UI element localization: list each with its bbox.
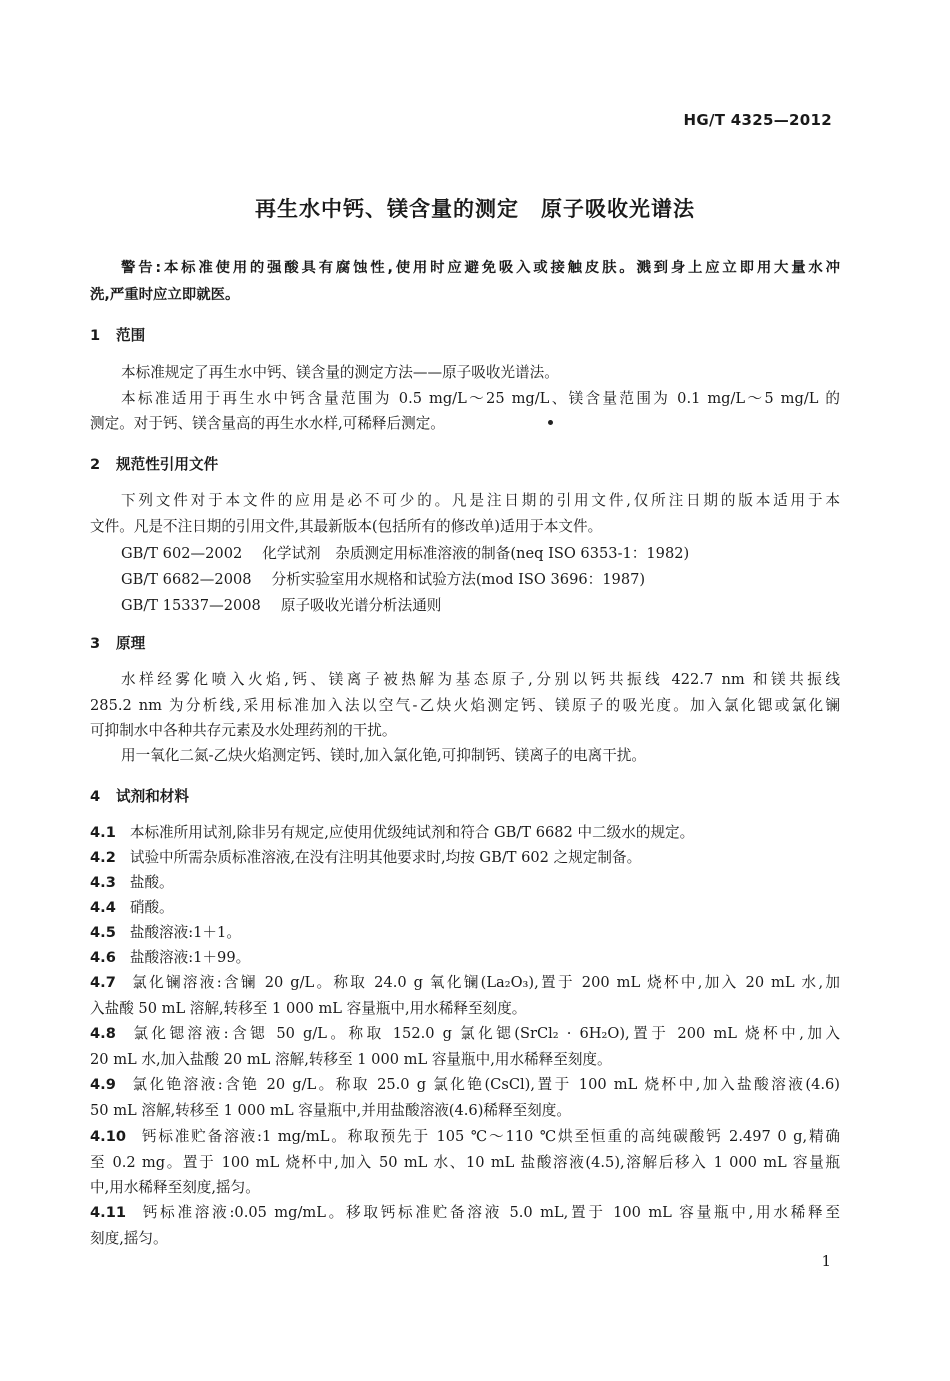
reagent-clause-line xyxy=(90,970,840,995)
principle-line-3: 可抑制水中各种共存元素及水处理药剂的干扰。 xyxy=(90,722,397,739)
clause-text: 硝酸。 xyxy=(129,899,174,916)
reagent-clause-line xyxy=(90,1150,840,1175)
clause-text: 刻度,摇匀。 xyxy=(90,1229,168,1247)
document-title: 再生水中钙、镁含量的测定 原子吸收光谱法 xyxy=(255,197,695,221)
reagent-clause-line xyxy=(90,996,840,1021)
section-4-heading xyxy=(90,785,189,806)
reference-code: GB/T 602—2002 xyxy=(121,545,243,562)
section-3-heading xyxy=(90,632,145,653)
section-title: 原理 xyxy=(116,635,146,652)
stray-dot-mark xyxy=(548,420,553,425)
principle-line-4: 用一氧化二氮-乙炔火焰测定钙、镁时,加入氯化铯,可抑制钙、镁离子的电离干扰。 xyxy=(121,747,646,764)
clause-text: 氯化镧溶液:含镧 20 g/L。称取 24.0 g 氧化镧(La₂O₃),置于 200 mL 烧杯中,加入 20 mL 水,加 xyxy=(129,974,840,991)
clause-text: 钙标准溶液:0.05 mg/mL。移取钙标准贮备溶液 5.0 mL,置于 100 mL 容量瓶中,用水稀释至 xyxy=(140,1204,840,1221)
reference-item xyxy=(121,568,645,589)
clause-text: 本标准所用试剂,除非另有规定,应使用优级纯试剂和符合 GB/T 6682 中二级水的规定。 xyxy=(129,824,695,841)
scope-paragraph-2-line-1: 本标准适用于再生水中钙含量范围为 0.5 mg/L～25 mg/L、镁含量范围为 0.1 mg/L～5 mg/L 的 xyxy=(121,390,840,407)
clause-text: 盐酸溶液:1＋1。 xyxy=(129,924,241,941)
section-2-heading xyxy=(90,453,218,474)
reference-title: 化学试剂 杂质测定用标准溶液的制备(neq ISO 6353-1：1982) xyxy=(262,545,690,562)
warning-line-2: 洗,严重时应立即就医。 xyxy=(90,287,240,303)
clause-number: 4.11 xyxy=(90,1204,127,1221)
section-title: 试剂和材料 xyxy=(116,788,189,805)
reagent-clause-line xyxy=(90,1021,840,1046)
clause-number: 4.3 xyxy=(90,874,116,891)
warning-line-1: 警告:本标准使用的强酸具有腐蚀性,使用时应避免吸入或接触皮肤。溅到身上应立即用大量水冲 xyxy=(121,260,840,276)
clause-text: 钙标准贮备溶液:1 mg/mL。称取预先于 105 ℃～110 ℃烘至恒重的高纯碳酸钙 2.497 0 g,精确 xyxy=(140,1128,840,1145)
reagent-clause-line xyxy=(90,1175,840,1200)
reagent-clause-line xyxy=(90,1047,840,1072)
reagent-clause-line xyxy=(90,895,840,920)
standard-code: HG/T 4325—2012 xyxy=(683,111,832,129)
reagent-clause-line xyxy=(90,920,840,945)
clause-number: 4.5 xyxy=(90,924,116,941)
clause-text: 50 mL 溶解,转移至 1 000 mL 容量瓶中,并用盐酸溶液(4.6)稀释至刻度。 xyxy=(90,1101,571,1119)
section-number: 3 xyxy=(90,635,101,652)
clause-text: 至 0.2 mg。置于 100 mL 烧杯中,加入 50 mL 水、10 mL 盐酸溶液(4.5),溶解后移入 1 000 mL 容量瓶 xyxy=(90,1153,840,1171)
clause-number: 4.2 xyxy=(90,849,116,866)
clause-number: 4.4 xyxy=(90,899,116,916)
clause-text: 入盐酸 50 mL 溶解,转移至 1 000 mL 容量瓶中,用水稀释至刻度。 xyxy=(90,999,527,1017)
reference-title: 原子吸收光谱分析法通则 xyxy=(280,597,442,614)
clause-text: 试验中所需杂质标准溶液,在没有注明其他要求时,均按 GB/T 602 之规定制备。 xyxy=(129,849,642,866)
clause-text: 氯化铯溶液:含铯 20 g/L。称取 25.0 g 氯化铯(CsCl),置于 100 mL 烧杯中,加入盐酸溶液(4.6) xyxy=(129,1076,840,1093)
reference-item xyxy=(121,594,441,615)
clause-text: 中,用水稀释至刻度,摇匀。 xyxy=(90,1179,260,1196)
reagent-clause-line xyxy=(90,870,840,895)
reagent-clause-line xyxy=(90,845,840,870)
section-number: 4 xyxy=(90,788,101,805)
reagent-clause-line xyxy=(90,1124,840,1149)
reagent-clause-line xyxy=(90,1072,840,1097)
section-1-heading xyxy=(90,324,145,345)
reagent-clause-line xyxy=(90,1226,840,1251)
principle-line-1: 水样经雾化喷入火焰,钙、镁离子被热解为基态原子,分别以钙共振线 422.7 nm 和镁共振线 xyxy=(121,671,840,688)
section-title: 规范性引用文件 xyxy=(116,456,219,473)
clause-text: 盐酸。 xyxy=(129,874,174,891)
clause-number: 4.7 xyxy=(90,974,116,991)
clause-number: 4.1 xyxy=(90,824,116,841)
principle-line-2: 285.2 nm 为分析线,采用标准加入法以空气-乙炔火焰测定钙、镁原子的吸光度。加入氯化锶或氯化镧 xyxy=(90,697,840,714)
reagent-clause-line xyxy=(90,820,840,845)
section-number: 1 xyxy=(90,327,101,344)
clause-text: 盐酸溶液:1＋99。 xyxy=(129,949,251,966)
reference-code: GB/T 6682—2008 xyxy=(121,571,252,588)
reagent-clause-line xyxy=(90,1200,840,1225)
clause-text: 20 mL 水,加入盐酸 20 mL 溶解,转移至 1 000 mL 容量瓶中,用水稀释至刻度。 xyxy=(90,1050,612,1068)
reagent-clause-line xyxy=(90,1098,840,1123)
normref-intro-line-2: 文件。凡是不注日期的引用文件,其最新版本(包括所有的修改单)适用于本文件。 xyxy=(90,518,603,535)
clause-number: 4.8 xyxy=(90,1025,116,1042)
section-title: 范围 xyxy=(116,327,146,344)
clause-number: 4.9 xyxy=(90,1076,116,1093)
scope-paragraph-1: 本标准规定了再生水中钙、镁含量的测定方法——原子吸收光谱法。 xyxy=(121,364,559,381)
clause-number: 4.6 xyxy=(90,949,116,966)
normref-intro-line-1: 下列文件对于本文件的应用是必不可少的。凡是注日期的引用文件,仅所注日期的版本适用于本 xyxy=(121,492,840,509)
clause-number: 4.10 xyxy=(90,1128,127,1145)
clause-text: 氯化锶溶液:含锶 50 g/L。称取 152.0 g 氯化锶(SrCl₂ · 6H₂O),置于 200 mL 烧杯中,加入 xyxy=(129,1025,840,1042)
reference-item xyxy=(121,542,689,563)
reference-title: 分析实验室用水规格和试验方法(mod ISO 3696：1987) xyxy=(271,571,646,588)
section-number: 2 xyxy=(90,456,101,473)
reference-code: GB/T 15337—2008 xyxy=(121,597,261,614)
page-number: 1 xyxy=(821,1252,831,1270)
reagent-clause-line xyxy=(90,945,840,970)
scope-paragraph-2-line-2: 测定。对于钙、镁含量高的再生水水样,可稀释后测定。 xyxy=(90,415,445,432)
